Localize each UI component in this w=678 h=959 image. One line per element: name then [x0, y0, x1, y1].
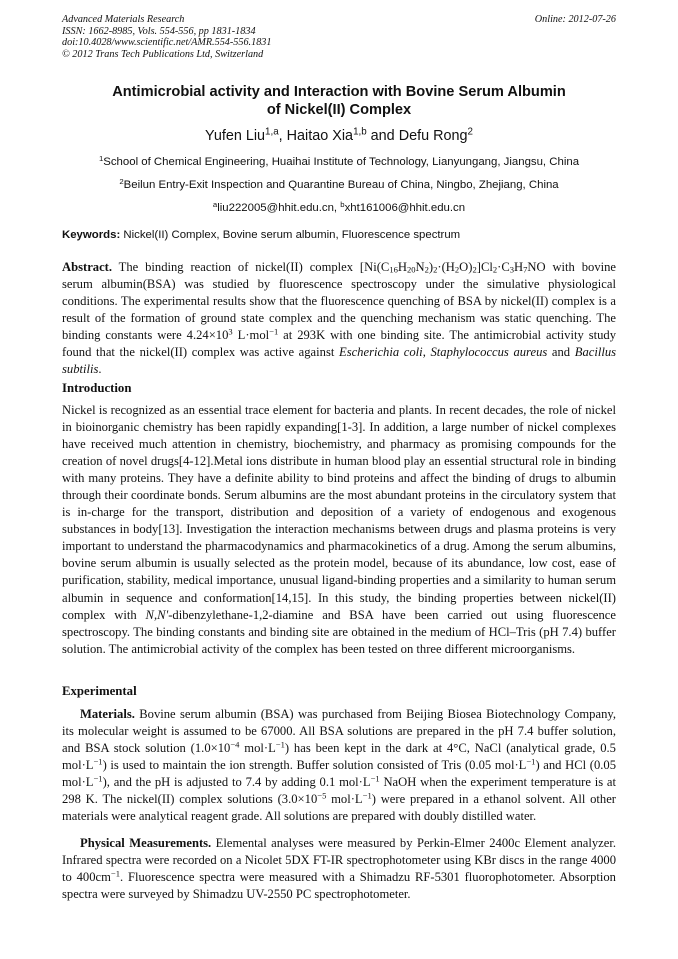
materials-text: ) is used to maintain the ion strength. Buffer solution consisted of Tris (0.05 mol·L	[102, 758, 527, 773]
section-heading-introduction: Introduction	[62, 381, 132, 395]
superscript: −1	[526, 756, 536, 767]
superscript: −1	[362, 790, 372, 801]
subscript: 2	[472, 264, 477, 275]
superscript: −1	[110, 868, 120, 879]
superscript: −1	[93, 773, 103, 784]
email-line	[40, 199, 638, 214]
abstract-text: ·(H	[437, 260, 455, 274]
abstract-text: NO with bovine serum albumin(BSA) was studied by fluorescence spectroscopy under the simulative physiological conditions. The experimental results show that the fluorescence quenching of BSA by nickel(II) complex is a result of the formation of ground state complex and the quenching mechanism was static quenching. The binding constants were 4.24×10	[62, 260, 616, 343]
measurements-text: Elemental analyses were measured by Perkin-Elmer 2400c Element analyzer. Infrared spectra were recorded on a Nicolet 5DX FT-IR spectrophotometer using KBr discs in the range 4000 to 400cm	[62, 836, 616, 885]
superscript: −5	[317, 790, 327, 801]
abstract-text: at 293K with one binding site. The antimicrobial activity study found that the nickel(II) complex was active against	[62, 328, 616, 360]
affiliation-text: Beilun Entry-Exit Inspection and Quarantine Bureau of China, Ningbo, Zhejiang, China	[123, 179, 559, 191]
title-line-1: Antimicrobial activity and Interaction with Bovine Serum Albumin	[112, 84, 566, 100]
abstract-text: ,	[422, 345, 431, 360]
materials-paragraph	[62, 706, 616, 825]
keywords-text: Nickel(II) Complex, Bovine serum albumin, Fluorescence spectrum	[120, 229, 461, 241]
journal-header	[62, 14, 616, 60]
introduction-paragraph	[62, 402, 616, 658]
affiliation-superscript: 2	[119, 176, 124, 186]
author-separator: ,	[278, 128, 287, 144]
abstract-text: L·mol	[232, 328, 270, 343]
materials-text: ) were prepared in a ethanol solvent. All other materials were analytical reagent grade. All solutions are prepared with doubly distilled water.	[62, 792, 616, 824]
author-superscript: 2	[467, 126, 473, 138]
keywords	[62, 229, 616, 241]
subscript: 2	[492, 264, 498, 275]
paper-title	[62, 83, 616, 119]
materials-text: mol·L	[326, 792, 363, 807]
abstract-text: N	[415, 260, 425, 274]
author-name: Defu Rong	[398, 128, 468, 144]
species-name: Staphylococcus aureus	[430, 345, 548, 360]
keywords-label: Keywords:	[62, 229, 121, 241]
affiliation-1	[40, 153, 638, 168]
species-name: Bacillus subtilis	[62, 345, 617, 377]
section-heading-experimental: Experimental	[62, 684, 137, 698]
superscript: −1	[370, 773, 380, 784]
subscript: 3	[509, 264, 514, 275]
abstract-text: ·C	[497, 260, 510, 274]
online-date: Online: 2012-07-26	[534, 14, 616, 25]
abstract-text: )	[428, 260, 434, 274]
author-name: Haitao Xia	[286, 128, 354, 144]
email-superscript: a	[212, 199, 218, 209]
materials-label: Materials.	[80, 707, 135, 721]
subscript: 20	[406, 264, 416, 275]
subscript: 2	[424, 264, 429, 275]
materials-text: ) and HCl (0.05 mol·L	[62, 758, 616, 790]
affiliation-superscript: 1	[98, 153, 104, 163]
author-separator: and	[366, 128, 399, 144]
email-link[interactable]: xht161006@hhit.edu.cn	[344, 202, 466, 214]
materials-text: mol·L	[239, 741, 276, 756]
subscript: 16	[389, 264, 398, 275]
species-name: Escherichia coli	[339, 345, 423, 360]
subscript: 2	[433, 264, 438, 275]
introduction-text: -dibenzylethane-1,2-diamine and BSA have been carried out using fluorescence spectroscopy. The binding constants and binding site are obtained in the medium of HCl–Tris (pH 7.4) buffer solution. The antimicrobial activity of the complex has been tested on three different microorganisms.	[62, 607, 616, 656]
author-list	[62, 128, 616, 144]
physical-measurements-paragraph	[62, 835, 616, 903]
superscript: −1	[93, 756, 103, 767]
copyright-line: © 2012 Trans Tech Publications Ltd, Switzerland	[62, 48, 264, 60]
doi-line: doi:10.4028/www.scientific.net/AMR.554-556.1831	[62, 37, 272, 49]
author-superscript: 1,a	[265, 126, 279, 138]
subscript: 7	[523, 264, 528, 275]
affiliation-2	[40, 176, 638, 191]
title-line-2: of Nickel(II) Complex	[266, 102, 412, 118]
author-name: Yufen Liu	[205, 128, 266, 144]
abstract-text: The binding reaction of nickel(II) complex [Ni(C	[112, 260, 390, 274]
materials-text: Bovine serum albumin (BSA) was purchased from Beijing Biosea Biotechnology Company, its molecular weight is assumed to be 67000. All BSA solutions are prepared in the pH 7.4 buffer solution, and BSA stock solution (1.0×10	[62, 707, 616, 756]
abstract-label: Abstract.	[62, 260, 113, 274]
abstract-text: ]Cl	[476, 260, 493, 274]
abstract-paragraph	[62, 259, 616, 378]
abstract-text: .	[98, 362, 102, 377]
materials-text: ) has been kept in the dark at 4°C, NaCl (analytical grade, 0.5 mol·L	[62, 741, 616, 773]
abstract-text: H	[514, 260, 524, 274]
affiliation-text: School of Chemical Engineering, Huaihai Institute of Technology, Lianyungang, Jiangsu, China	[103, 156, 580, 168]
superscript: 3	[228, 326, 233, 337]
introduction-text: Nickel is recognized as an essential trace element for bacteria and plants. In recent decades, the role of nickel in bioinorganic chemistry has been rapidly expanding[1-3]. In addition, a large number of nickel complexes have received much attention in chemistry, biochemistry, and pharmacy as promising compounds for the creation of novel drugs[4-12].Metal ions distribute in human blood play an essential structural role in binding with many proteins. They have a definite ability to bind proteins and affect the binding of drugs to albumin through their coordinate bonds. Serum albumins are the most abundant proteins in the circulatory system that is in-charge for the transport, distribution and deposition of a variety of endogenous and exogenous substances in body[13]. Investigation the interaction mechanisms between drugs and plasma proteins is very important to understand the pharmacodynamics and pharmacokinetics of a drug. Among the serum albumins, bovine serum albumin is usually selected as the protein model, because of its abundance, low cost, ease of purification, stability, medical importance, unusual ligand-binding properties and a similarity to human serum albumin in sequence and conformation[14,15]. In this study, the binding properties between nickel(II) complex with	[62, 403, 616, 622]
measurements-text: . Fluorescence spectra were measured with a Shimadzu RF-5301 fluorophotometer. Absorption spectra were surveyed by Shimadzu UV-2550 PC spectrophotometer.	[62, 870, 616, 902]
italic-text: N,N'	[145, 607, 169, 622]
abstract-text: H	[397, 260, 407, 274]
journal-name: Advanced Materials Research	[62, 14, 185, 25]
email-link[interactable]: liu222005@hhit.edu.cn,	[217, 202, 341, 214]
subscript: 2	[454, 264, 460, 275]
abstract-text: and	[547, 345, 575, 360]
issn-line: ISSN: 1662-8985, Vols. 554-556, pp 1831-1834	[62, 25, 256, 37]
email-superscript: b	[340, 199, 345, 209]
superscript: −1	[269, 326, 279, 337]
abstract-text: O)	[459, 260, 473, 274]
superscript: −4	[230, 739, 240, 750]
superscript: −1	[275, 739, 285, 750]
author-superscript: 1,b	[353, 126, 367, 138]
materials-text: ), and the pH is adjusted to 7.4 by adding 0.1 mol·L	[102, 775, 371, 790]
materials-text: NaOH when the experiment temperature is at 298 K. The nickel(II) complex solutions (3.0×10	[62, 775, 616, 807]
physical-measurements-label: Physical Measurements.	[80, 836, 212, 850]
